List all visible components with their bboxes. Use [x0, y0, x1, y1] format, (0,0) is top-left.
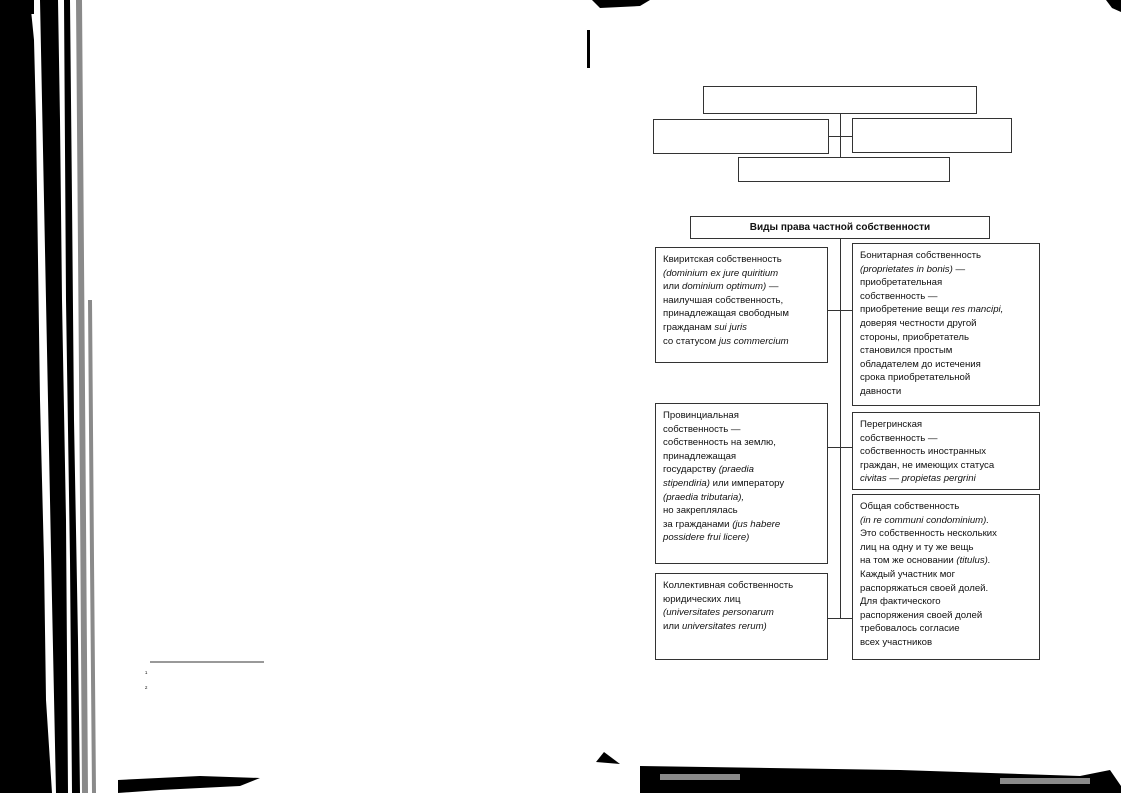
- text-segment: собственность —: [663, 423, 741, 435]
- node-text-line: [663, 579, 820, 593]
- node-text-line: [663, 620, 820, 634]
- text-segment: или: [663, 620, 682, 632]
- node-text-line: [860, 331, 1032, 345]
- latin-term: (dominium ex jure quiritium: [663, 267, 779, 279]
- node-text-line: [860, 568, 1032, 582]
- node-text-line: [860, 541, 1032, 555]
- node-text-line: [860, 636, 1032, 650]
- text-segment: принадлежащая: [663, 450, 737, 462]
- node-text-line: [663, 463, 820, 477]
- node-bonitary-ownership: [852, 243, 1040, 406]
- latin-term: (titulus).: [956, 555, 991, 567]
- text-segment: распоряжения своей долей: [860, 609, 983, 621]
- connector-line: [828, 447, 852, 448]
- node-text-line: [860, 595, 1032, 609]
- node-text-line: [860, 249, 1032, 263]
- text-segment: требовалось согласие: [860, 623, 960, 635]
- text-segment: приобретение вещи: [860, 304, 952, 316]
- text-segment: собственность —: [860, 432, 938, 444]
- connector-line: [828, 618, 852, 619]
- text-segment: на том же основании: [860, 555, 957, 567]
- node-text-line: [663, 436, 820, 450]
- text-segment: но закреплялась: [663, 505, 738, 517]
- latin-term: sui juris: [714, 321, 747, 333]
- node-text-line: [860, 303, 1032, 317]
- text-segment: со статусом: [663, 335, 719, 347]
- text-segment: граждан, не имеющих статуса: [860, 459, 995, 471]
- text-segment: Бонитарная собственность: [860, 250, 982, 261]
- text-segment: Общая собственность: [860, 501, 960, 512]
- node-text-line: [860, 527, 1032, 541]
- node-text-line: [663, 504, 820, 518]
- node-text-line: [860, 276, 1032, 290]
- text-segment: стороны, приобретатель: [860, 331, 969, 343]
- latin-term: (jus habere: [732, 518, 781, 530]
- node-text-line: [860, 418, 1032, 432]
- latin-term: (universitates personarum: [663, 607, 774, 619]
- node-text-line: [663, 267, 820, 281]
- node-text-line: [860, 358, 1032, 372]
- text-segment: Перегринская: [860, 419, 923, 430]
- node-text-line: [663, 409, 820, 423]
- node-text-line: [663, 321, 820, 335]
- text-segment: распоряжаться своей долей.: [860, 582, 989, 594]
- text-segment: давности: [860, 385, 902, 397]
- node-text-line: [860, 385, 1032, 399]
- node-text-line: [860, 514, 1032, 528]
- node-text-line: [663, 593, 820, 607]
- text-segment: всех участников: [860, 636, 933, 648]
- latin-term: possidere frui licere): [663, 532, 750, 544]
- node-text-line: [860, 459, 1032, 473]
- text-segment: Коллективная собственность: [663, 580, 794, 591]
- text-segment: или императору: [709, 477, 785, 489]
- node-text-line: [860, 472, 1032, 486]
- node-text-line: [663, 450, 820, 464]
- text-segment: собственность на землю,: [663, 437, 776, 449]
- node-text-line: [663, 253, 820, 267]
- connector-line: [829, 136, 852, 137]
- text-segment: срока приобретательной: [860, 372, 971, 384]
- node-text-line: [860, 622, 1032, 636]
- text-segment: Провинциальная: [663, 410, 739, 421]
- empty-diagram-box-left: [653, 119, 829, 154]
- latin-term: res mancipi,: [951, 304, 1004, 316]
- connector-line: [828, 310, 852, 311]
- latin-term: dominium optimum): [681, 281, 767, 293]
- text-segment: наилучшая собственность,: [663, 294, 784, 306]
- latin-term: universitates rerum): [681, 620, 767, 632]
- node-text-line: [663, 531, 820, 545]
- node-text-line: [663, 294, 820, 308]
- text-segment: юридических лиц: [663, 593, 741, 605]
- empty-diagram-box-top: [703, 86, 977, 114]
- latin-term: stipendiria): [663, 477, 710, 489]
- text-segment: Для фактического: [860, 596, 941, 608]
- text-segment: приобретательная: [860, 277, 943, 289]
- text-segment: за гражданами: [663, 518, 733, 530]
- text-segment: —: [952, 263, 966, 275]
- text-segment: обладателем до истечения: [860, 358, 981, 370]
- text-segment: Каждый участник мог: [860, 568, 956, 580]
- latin-term: (praedia tributaria),: [663, 491, 745, 503]
- node-collective-ownership: [655, 573, 828, 660]
- node-text-line: [860, 432, 1032, 446]
- node-text-line: [860, 500, 1032, 514]
- node-text-line: [860, 344, 1032, 358]
- empty-diagram-box-right: [852, 118, 1012, 153]
- node-text-line: [860, 371, 1032, 385]
- node-text-line: [663, 606, 820, 620]
- node-text-line: [663, 307, 820, 321]
- node-text-line: [860, 263, 1032, 277]
- node-text-line: [860, 290, 1032, 304]
- node-text-line: [663, 491, 820, 505]
- node-text-line: [860, 445, 1032, 459]
- text-segment: или: [663, 281, 682, 293]
- footnote-marker-2: ²: [145, 686, 148, 693]
- node-text-line: [860, 582, 1032, 596]
- diagram-trunk-line: [840, 239, 841, 619]
- latin-term: (in re communi condominium).: [860, 514, 990, 526]
- node-text-line: [663, 518, 820, 532]
- footnote-marker-1: ¹: [145, 671, 148, 678]
- node-text-line: [663, 477, 820, 491]
- latin-term: jus commercium: [718, 335, 789, 347]
- node-text-line: [860, 554, 1032, 568]
- latin-term: (proprietates in bonis): [860, 263, 953, 275]
- node-text-line: [860, 317, 1032, 331]
- text-segment: Это собственность нескольких: [860, 528, 997, 540]
- node-common-ownership: [852, 494, 1040, 660]
- node-peregrine-ownership: [852, 412, 1040, 490]
- node-quiritary-ownership: [655, 247, 828, 363]
- node-text-line: [663, 280, 820, 294]
- text-segment: принадлежащая свободным: [663, 308, 789, 320]
- text-segment: доверяя честности другой: [860, 317, 977, 329]
- node-text-line: [663, 335, 820, 349]
- latin-term: civitas — propietas pergrini: [860, 473, 976, 485]
- diagram-title: Виды права частной собственности: [690, 216, 990, 239]
- text-segment: лиц на одну и ту же вещь: [860, 541, 974, 553]
- text-segment: —: [766, 281, 779, 293]
- node-text-line: [860, 609, 1032, 623]
- text-segment: государству: [663, 464, 719, 476]
- latin-term: (praedia: [718, 464, 754, 476]
- text-segment: гражданам: [663, 321, 715, 333]
- text-segment: собственность иностранных: [860, 446, 987, 458]
- text-segment: Квиритская собственность: [663, 254, 782, 265]
- node-provincial-ownership: [655, 403, 828, 564]
- node-text-line: [663, 423, 820, 437]
- text-segment: собственность —: [860, 290, 938, 302]
- text-segment: становился простым: [860, 345, 953, 357]
- empty-diagram-box-bottom: [738, 157, 950, 182]
